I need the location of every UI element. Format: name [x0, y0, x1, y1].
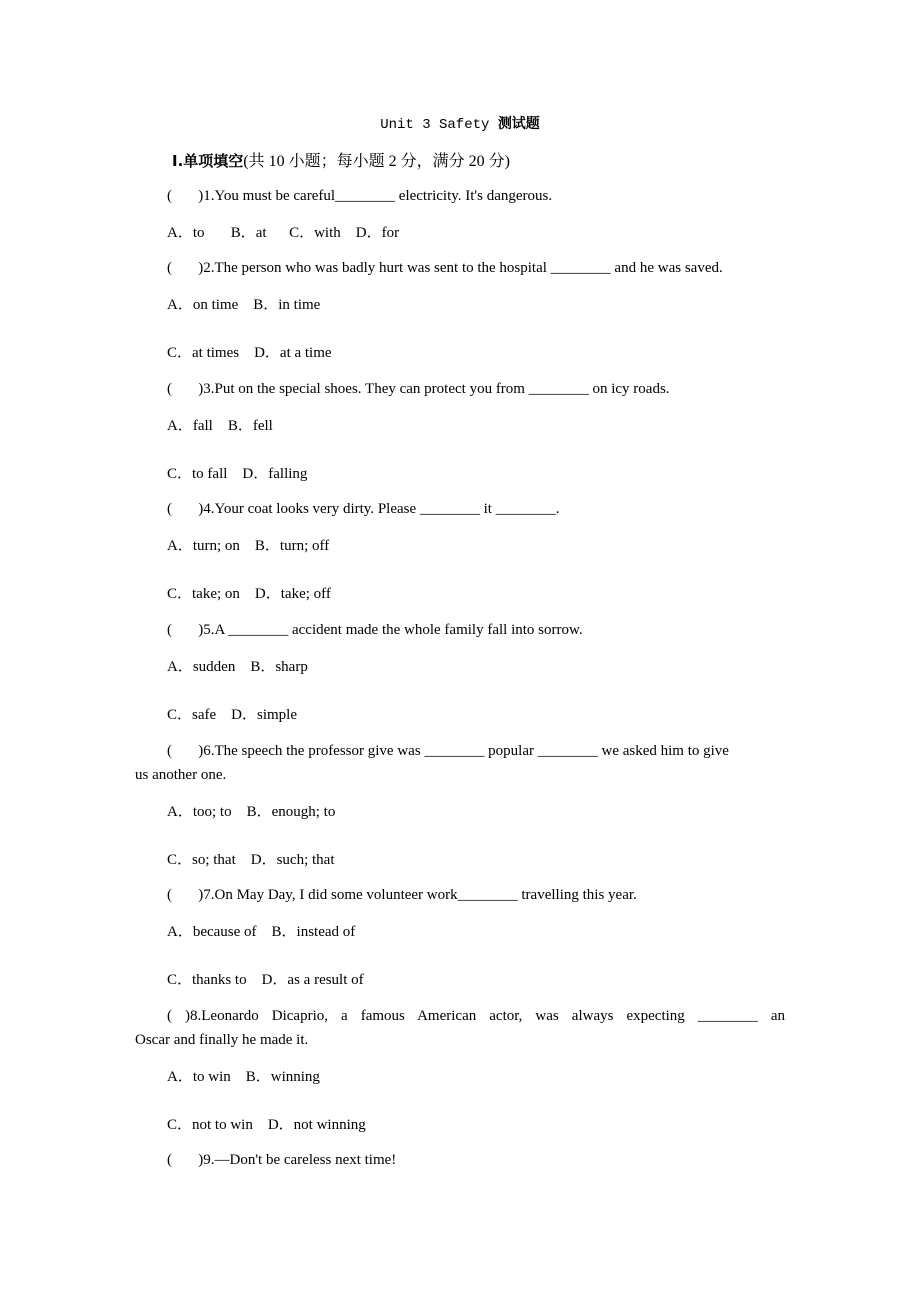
section-label: Ⅰ.单项填空: [172, 152, 244, 170]
title-en: Unit 3 Safety: [380, 117, 498, 133]
title-cn: 测试题: [497, 116, 540, 132]
question-5: ( )5.A ________ accident made the whole family fall into sorrow.: [167, 622, 583, 638]
section-note: (共 10 小题；每小题 2 分，满分 20 分): [243, 153, 510, 170]
question-8: ( )8.Leonardo Dicaprio, a famous American actor, was always expecting ________ an: [167, 1008, 785, 1024]
question-8-options-ab: A．to win B．winning: [167, 1069, 320, 1085]
question-3-options-ab: A．fall B．fell: [167, 418, 273, 434]
question-5-options-ab: A．sudden B．sharp: [167, 659, 308, 675]
question-1: ( )1.You must be careful________ electricity. It's dangerous.: [167, 188, 553, 204]
section-heading: [172, 151, 510, 172]
question-7-options-cd: C．thanks to D．as a result of: [167, 972, 364, 988]
question-5-options-cd: C．safe D．simple: [167, 707, 297, 723]
question-3-options-cd: C．to fall D．falling: [167, 466, 308, 482]
question-4-options-cd: C．take; on D．take; off: [167, 586, 331, 602]
question-4: ( )4.Your coat looks very dirty. Please ________ it ________.: [167, 501, 560, 517]
question-8-options-cd: C．not to win D．not winning: [167, 1117, 366, 1133]
question-4-options-ab: A．turn; on B．turn; off: [167, 538, 330, 554]
question-2-options-ab: A．on time B．in time: [167, 297, 321, 313]
question-2: ( )2.The person who was badly hurt was sent to the hospital ________ and he was saved.: [167, 260, 723, 276]
question-6-options-cd: C．so; that D．such; that: [167, 852, 335, 868]
question-9: ( )9.—Don't be careless next time!: [167, 1152, 397, 1168]
question-7-options-ab: A．because of B．instead of: [167, 924, 356, 940]
question-1-options: A．to B．at C．with D．for: [167, 225, 400, 241]
question-8-continued: Oscar and finally he made it.: [135, 1032, 309, 1048]
question-7: ( )7.On May Day, I did some volunteer work________ travelling this year.: [167, 887, 637, 903]
document-title: [0, 114, 920, 135]
question-6-continued: us another one.: [135, 767, 227, 783]
question-6: ( )6.The speech the professor give was ________ popular ________ we asked him to give: [167, 743, 729, 759]
question-6-options-ab: A．too; to B．enough; to: [167, 804, 336, 820]
question-3: ( )3.Put on the special shoes. They can protect you from ________ on icy roads.: [167, 381, 670, 397]
question-2-options-cd: C．at times D．at a time: [167, 345, 332, 361]
